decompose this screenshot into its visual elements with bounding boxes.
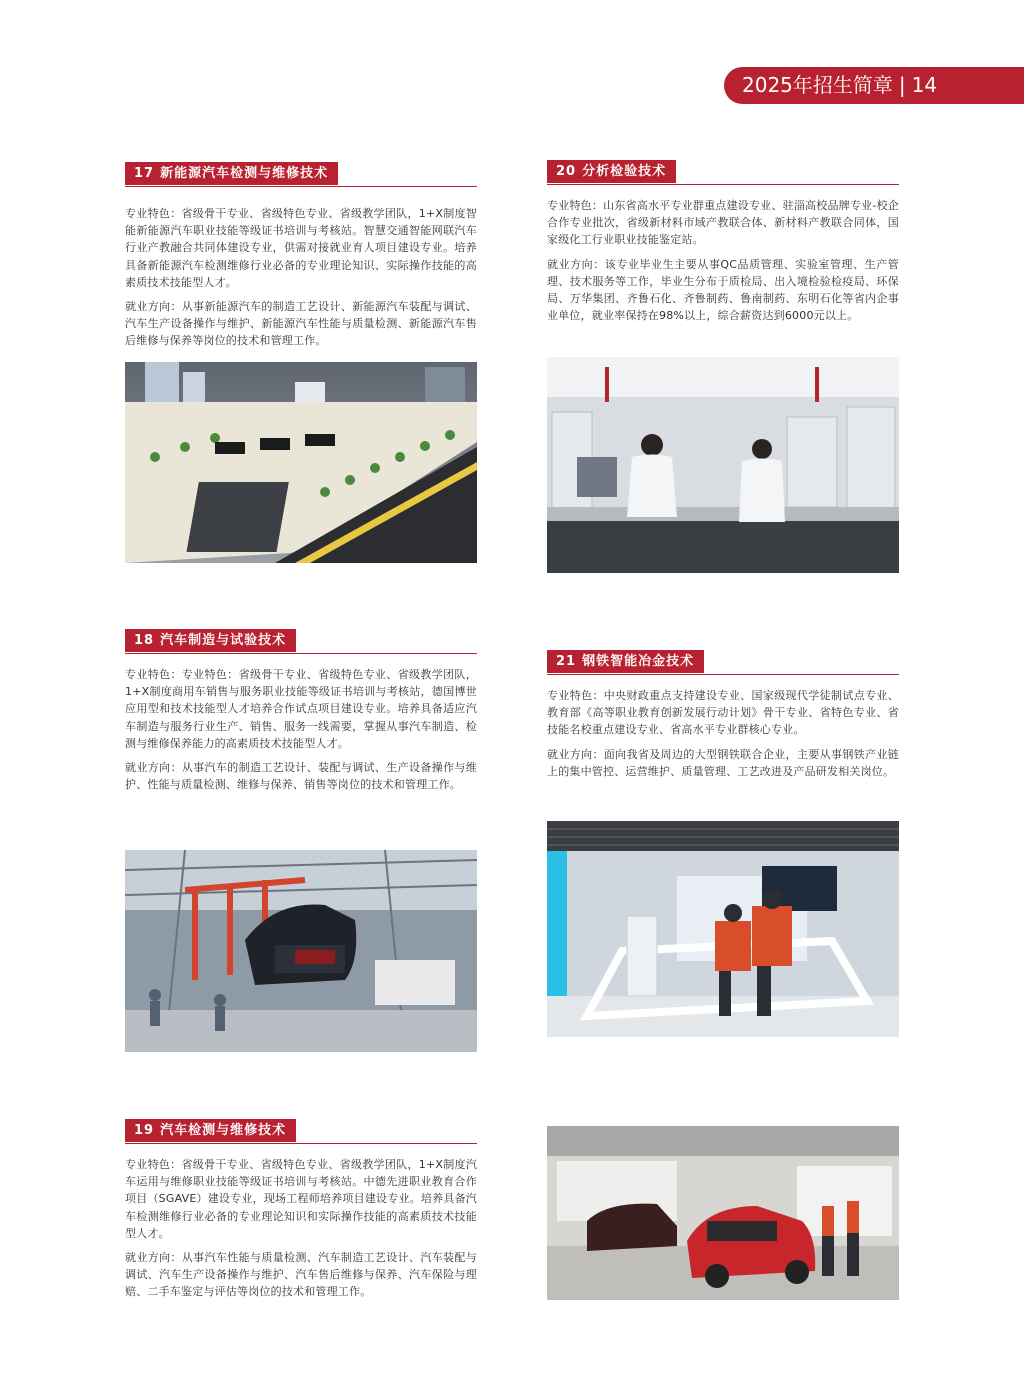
page-header-tab bbox=[724, 67, 1024, 104]
section-title: 钢铁智能冶金技术 bbox=[582, 654, 695, 669]
major-features-text: 专业特色：中央财政重点支持建设专业、国家级现代学徒制试点专业、教育部《高等职业教育创新发展行动计划》骨干专业、省特色专业、省技能名校重点建设专业、省高水平专业群核心专业。 bbox=[547, 689, 899, 737]
section-number: 19 bbox=[134, 1123, 155, 1138]
major-features-text: 专业特色：山东省高水平专业群重点建设专业、驻淄高校品牌专业-校企合作专业批次，省级新材料市域产教联合体、新材料产教联合同体，国家级化工行业职业技能鉴定站。 bbox=[547, 199, 899, 247]
section-number: 21 bbox=[556, 654, 577, 669]
employment-direction-text: 就业方向：该专业毕业生主要从事QC品质管理、实验室管理、生产管理、技术服务等工作，毕业生分布于质检局、出入境检验检疫局、环保局、万华集团、齐鲁石化、齐鲁制药、鲁南制药、东明石化等省内企事业单位，就业率保持在98%以上，综合薪资达到6000元以上。 bbox=[547, 257, 899, 323]
section-title: 汽车检测与维修技术 bbox=[160, 1123, 287, 1138]
section-number: 18 bbox=[134, 633, 155, 648]
photo-car-assembly-line bbox=[125, 850, 477, 1052]
section-title: 分析检验技术 bbox=[582, 164, 667, 179]
header-separator: | bbox=[898, 73, 906, 97]
photo-analysis-lab bbox=[547, 357, 899, 573]
section-19 bbox=[125, 1119, 477, 1301]
section-title-tag bbox=[547, 650, 704, 673]
section-header bbox=[547, 160, 899, 185]
section-number: 17 bbox=[134, 166, 155, 181]
employment-direction-text: 就业方向：面向我省及周边的大型钢铁联合企业，主要从事钢铁产业链上的集中管控、运营维护、质量管理、工艺改进及产品研发相关岗位。 bbox=[547, 747, 899, 778]
section-21 bbox=[547, 650, 899, 780]
section-title: 汽车制造与试验技术 bbox=[160, 633, 287, 648]
major-features-text: 专业特色：专业特色：省级骨干专业、省级特色专业、省级教学团队，1+X制度商用车销售与服务职业技能等级证书培训与考核站，德国博世应用型和技术技能型人才培养合作试点项目建设专业。培养具备适应汽车制造与服务行业生产、销售、服务一线需要，掌握从事汽车制造、检测与维修保养能力的高素质技术技能型人才。 bbox=[125, 668, 477, 750]
employment-direction-text: 就业方向：从事新能源汽车的制造工艺设计、新能源汽车装配与调试、汽车生产设备操作与维护、新能源汽车性能与质量检测、新能源汽车售后维修与保养等岗位的技术和管理工作。 bbox=[125, 300, 477, 348]
employment-direction-text: 就业方向：从事汽车性能与质量检测、汽车制造工艺设计、汽车装配与调试、汽车生产设备操作与维护、汽车售后维修与保养、汽车保险与理赔、二手车鉴定与评估等岗位的技术和管理工作。 bbox=[125, 1251, 477, 1299]
section-title-tag bbox=[125, 629, 296, 652]
photo-smart-traffic-model bbox=[125, 362, 477, 563]
section-number: 20 bbox=[556, 164, 577, 179]
section-title: 新能源汽车检测与维修技术 bbox=[160, 166, 329, 181]
section-20 bbox=[547, 160, 899, 324]
photo-car-showroom bbox=[547, 1126, 899, 1300]
section-title-tag bbox=[547, 160, 676, 183]
section-header bbox=[125, 162, 477, 187]
section-18 bbox=[125, 629, 477, 793]
photo-vr-training bbox=[547, 821, 899, 1037]
section-title-tag bbox=[125, 162, 338, 185]
brochure-title: 2025年招生简章 bbox=[742, 73, 893, 97]
section-17 bbox=[125, 162, 477, 350]
section-title-tag bbox=[125, 1119, 296, 1142]
major-features-text: 专业特色：省级骨干专业、省级特色专业、省级教学团队，1+X制度汽车运用与维修职业技能等级证书培训与考核站。中德先进职业教育合作项目（SGAVE）建设专业，现场工程师培养项目建设专业。培养具备汽车检测维修行业必备的专业理论知识和实际操作技能的高素质技术技能型人才。 bbox=[125, 1158, 477, 1240]
page-number: 14 bbox=[911, 73, 938, 97]
major-features-text: 专业特色：省级骨干专业、省级特色专业、省级教学团队，1+X制度智能新能源汽车职业技能等级证书培训与考核站。智慧交通智能网联汽车行业产教融合共同体建设专业，供需对接就业育人项目建设专业。培养具备新能源汽车检测维修行业必备的专业理论知识、实际操作技能的高素质技术技能型人才。 bbox=[125, 207, 477, 289]
section-header bbox=[125, 1119, 477, 1144]
section-header bbox=[547, 650, 899, 675]
employment-direction-text: 就业方向：从事汽车的制造工艺设计、装配与调试、生产设备操作与维护、性能与质量检测、维修与保养、销售等岗位的技术和管理工作。 bbox=[125, 761, 477, 792]
section-header bbox=[125, 629, 477, 654]
